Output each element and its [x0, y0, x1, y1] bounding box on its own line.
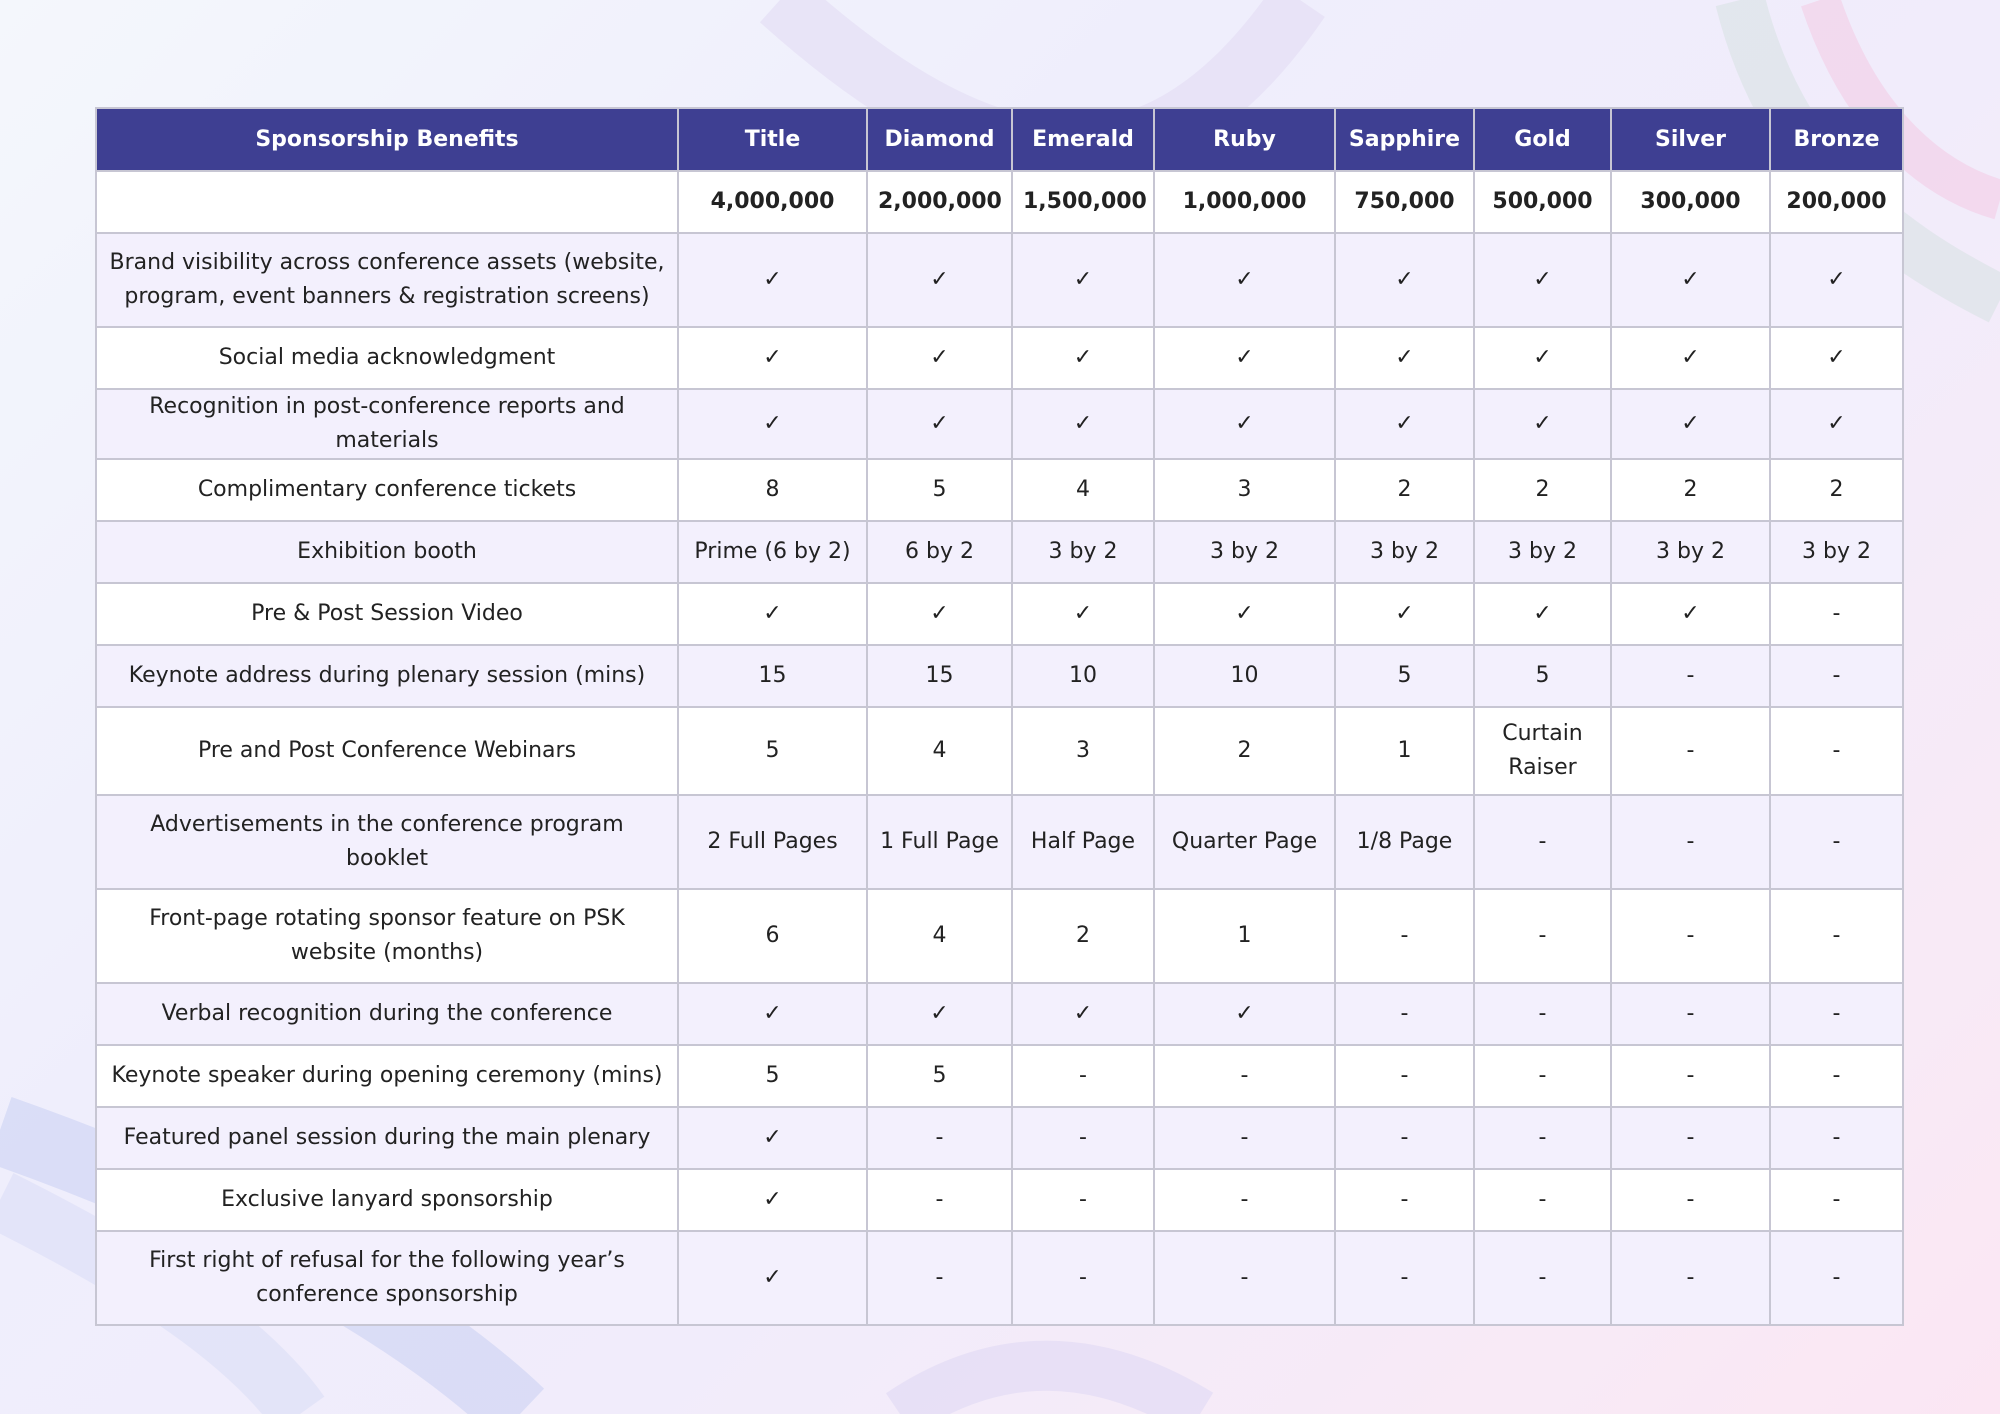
tier-price: 750,000: [1335, 171, 1474, 233]
benefit-value: Quarter Page: [1154, 795, 1335, 889]
benefit-value: ✓: [1474, 233, 1611, 327]
benefit-value: -: [1474, 983, 1611, 1045]
benefit-value: Half Page: [1012, 795, 1154, 889]
benefit-value: ✓: [867, 233, 1012, 327]
benefit-value: 3 by 2: [1154, 521, 1335, 583]
benefit-label: Pre and Post Conference Webinars: [96, 707, 678, 795]
benefit-value: -: [1770, 889, 1903, 983]
header-row: [96, 108, 1903, 171]
benefit-value: 2: [1474, 459, 1611, 521]
benefit-value: ✓: [1474, 389, 1611, 459]
benefit-value: -: [1770, 707, 1903, 795]
benefit-label: Exclusive lanyard sponsorship: [96, 1169, 678, 1231]
table-row: [96, 707, 1903, 795]
benefit-value: 10: [1012, 645, 1154, 707]
benefit-value: -: [1770, 645, 1903, 707]
benefit-value: 2: [1154, 707, 1335, 795]
benefit-value: -: [1770, 983, 1903, 1045]
benefit-value: 3: [1154, 459, 1335, 521]
tier-price: 1,000,000: [1154, 171, 1335, 233]
benefit-value: ✓: [867, 583, 1012, 645]
benefit-value: 5: [1335, 645, 1474, 707]
table-row: [96, 583, 1903, 645]
benefit-value: -: [1770, 1231, 1903, 1325]
benefit-value: -: [1611, 1169, 1770, 1231]
benefit-value: -: [1335, 1107, 1474, 1169]
benefit-value: ✓: [1012, 583, 1154, 645]
benefit-value: -: [1474, 1231, 1611, 1325]
tier-price: 200,000: [1770, 171, 1903, 233]
benefit-value: 4: [1012, 459, 1154, 521]
benefit-value: -: [1335, 1045, 1474, 1107]
benefit-value: 15: [678, 645, 867, 707]
benefit-value: -: [1611, 795, 1770, 889]
benefit-value: 3 by 2: [1012, 521, 1154, 583]
benefit-value: 1/8 Page: [1335, 795, 1474, 889]
benefit-value: ✓: [1770, 233, 1903, 327]
benefit-value: 3 by 2: [1611, 521, 1770, 583]
benefit-value: 5: [678, 707, 867, 795]
benefit-value: ✓: [1611, 389, 1770, 459]
benefit-value: 2 Full Pages: [678, 795, 867, 889]
table-row: [96, 521, 1903, 583]
benefit-value: 15: [867, 645, 1012, 707]
benefit-value: ✓: [1012, 389, 1154, 459]
benefit-value: ✓: [1012, 233, 1154, 327]
table-row: [96, 389, 1903, 459]
benefit-value: ✓: [1012, 983, 1154, 1045]
benefit-label: Front-page rotating sponsor feature on PSK website (months): [96, 889, 678, 983]
table-row: [96, 795, 1903, 889]
benefit-value: ✓: [1012, 327, 1154, 389]
benefit-label: Keynote address during plenary session (mins): [96, 645, 678, 707]
benefit-value: 2: [1770, 459, 1903, 521]
benefit-value: ✓: [1611, 327, 1770, 389]
benefit-value: ✓: [1335, 327, 1474, 389]
benefit-value: ✓: [1154, 327, 1335, 389]
benefit-value: -: [1012, 1107, 1154, 1169]
benefit-label: Complimentary conference tickets: [96, 459, 678, 521]
benefit-value: -: [1611, 1045, 1770, 1107]
benefit-value: -: [1611, 1231, 1770, 1325]
benefit-value: -: [1474, 795, 1611, 889]
sponsorship-benefits-table: [95, 107, 1904, 1326]
benefit-value: ✓: [867, 327, 1012, 389]
benefit-value: -: [1770, 795, 1903, 889]
benefit-value: Prime (6 by 2): [678, 521, 867, 583]
table-row: [96, 889, 1903, 983]
benefit-value: 4: [867, 889, 1012, 983]
benefit-value: 2: [1611, 459, 1770, 521]
benefit-value: -: [1611, 645, 1770, 707]
header-tier: Bronze: [1770, 108, 1903, 171]
benefit-value: ✓: [678, 983, 867, 1045]
table-row: [96, 459, 1903, 521]
benefit-value: -: [1335, 889, 1474, 983]
benefit-value: ✓: [1154, 233, 1335, 327]
price-row: [96, 171, 1903, 233]
tier-price: 4,000,000: [678, 171, 867, 233]
benefit-value: ✓: [678, 1231, 867, 1325]
benefit-value: Curtain Raiser: [1474, 707, 1611, 795]
sponsorship-table-container: [95, 107, 1902, 1326]
benefit-value: ✓: [678, 233, 867, 327]
benefit-value: -: [1611, 707, 1770, 795]
benefit-value: -: [1770, 583, 1903, 645]
table-row: [96, 1107, 1903, 1169]
table-row: [96, 1231, 1903, 1325]
benefit-value: -: [1611, 889, 1770, 983]
benefit-value: ✓: [678, 389, 867, 459]
table-row: [96, 1045, 1903, 1107]
header-tier: Gold: [1474, 108, 1611, 171]
benefit-value: 10: [1154, 645, 1335, 707]
benefit-value: ✓: [1154, 389, 1335, 459]
benefit-label: First right of refusal for the following year’s conference sponsorship: [96, 1231, 678, 1325]
benefit-label: Pre & Post Session Video: [96, 583, 678, 645]
benefit-label: Featured panel session during the main plenary: [96, 1107, 678, 1169]
benefit-value: 1: [1335, 707, 1474, 795]
tier-price: 300,000: [1611, 171, 1770, 233]
benefit-value: 8: [678, 459, 867, 521]
benefit-value: ✓: [1474, 327, 1611, 389]
benefit-value: ✓: [1611, 583, 1770, 645]
benefit-value: -: [867, 1107, 1012, 1169]
table-row: [96, 645, 1903, 707]
tier-price: 1,500,000: [1012, 171, 1154, 233]
benefit-value: 5: [678, 1045, 867, 1107]
benefit-value: 4: [867, 707, 1012, 795]
benefit-value: 2: [1012, 889, 1154, 983]
benefit-label: Brand visibility across conference assets (website, program, event banners & registration screens): [96, 233, 678, 327]
benefit-value: 3: [1012, 707, 1154, 795]
benefit-value: ✓: [1335, 233, 1474, 327]
benefit-label: Advertisements in the conference program booklet: [96, 795, 678, 889]
benefit-value: -: [1154, 1231, 1335, 1325]
benefit-value: -: [1770, 1045, 1903, 1107]
benefit-value: ✓: [678, 1169, 867, 1231]
benefit-value: ✓: [1770, 327, 1903, 389]
benefit-value: ✓: [1335, 583, 1474, 645]
header-benefits: Sponsorship Benefits: [96, 108, 678, 171]
header-tier: Sapphire: [1335, 108, 1474, 171]
benefit-value: -: [1012, 1169, 1154, 1231]
benefit-value: 6: [678, 889, 867, 983]
benefit-value: -: [1012, 1045, 1154, 1107]
benefit-label: Keynote speaker during opening ceremony (mins): [96, 1045, 678, 1107]
benefit-label: Verbal recognition during the conference: [96, 983, 678, 1045]
benefit-value: ✓: [867, 389, 1012, 459]
benefit-value: -: [1154, 1045, 1335, 1107]
benefit-value: -: [1154, 1107, 1335, 1169]
benefit-value: -: [1474, 1169, 1611, 1231]
table-row: [96, 233, 1903, 327]
benefit-value: 6 by 2: [867, 521, 1012, 583]
price-label-cell: [96, 171, 678, 233]
benefit-value: -: [1474, 889, 1611, 983]
benefit-value: 3 by 2: [1474, 521, 1611, 583]
benefit-value: -: [867, 1231, 1012, 1325]
benefit-value: -: [1770, 1169, 1903, 1231]
tier-price: 2,000,000: [867, 171, 1012, 233]
benefit-value: ✓: [867, 983, 1012, 1045]
benefit-value: -: [867, 1169, 1012, 1231]
benefit-value: ✓: [1770, 389, 1903, 459]
benefit-value: 1 Full Page: [867, 795, 1012, 889]
benefit-value: 1: [1154, 889, 1335, 983]
tier-price: 500,000: [1474, 171, 1611, 233]
table-row: [96, 983, 1903, 1045]
benefit-value: -: [1154, 1169, 1335, 1231]
header-tier: Diamond: [867, 108, 1012, 171]
benefit-value: 2: [1335, 459, 1474, 521]
benefit-value: ✓: [1474, 583, 1611, 645]
benefit-value: -: [1012, 1231, 1154, 1325]
benefit-value: ✓: [678, 583, 867, 645]
benefit-value: 5: [867, 1045, 1012, 1107]
benefit-value: -: [1335, 1169, 1474, 1231]
benefit-value: ✓: [678, 327, 867, 389]
benefit-value: -: [1770, 1107, 1903, 1169]
benefit-value: -: [1611, 983, 1770, 1045]
table-row: [96, 327, 1903, 389]
benefit-value: -: [1611, 1107, 1770, 1169]
benefit-label: Exhibition booth: [96, 521, 678, 583]
benefit-value: -: [1335, 983, 1474, 1045]
benefit-label: Social media acknowledgment: [96, 327, 678, 389]
benefit-label: Recognition in post-conference reports and materials: [96, 389, 678, 459]
benefit-value: -: [1474, 1107, 1611, 1169]
header-tier: Ruby: [1154, 108, 1335, 171]
benefit-value: ✓: [1335, 389, 1474, 459]
table-row: [96, 1169, 1903, 1231]
benefit-value: ✓: [1154, 583, 1335, 645]
header-tier: Title: [678, 108, 867, 171]
benefit-value: 5: [867, 459, 1012, 521]
header-tier: Silver: [1611, 108, 1770, 171]
benefit-value: 5: [1474, 645, 1611, 707]
benefit-value: -: [1474, 1045, 1611, 1107]
benefit-value: ✓: [678, 1107, 867, 1169]
benefit-value: ✓: [1154, 983, 1335, 1045]
benefit-value: 3 by 2: [1335, 521, 1474, 583]
benefit-value: ✓: [1611, 233, 1770, 327]
header-tier: Emerald: [1012, 108, 1154, 171]
benefit-value: 3 by 2: [1770, 521, 1903, 583]
benefit-value: -: [1335, 1231, 1474, 1325]
